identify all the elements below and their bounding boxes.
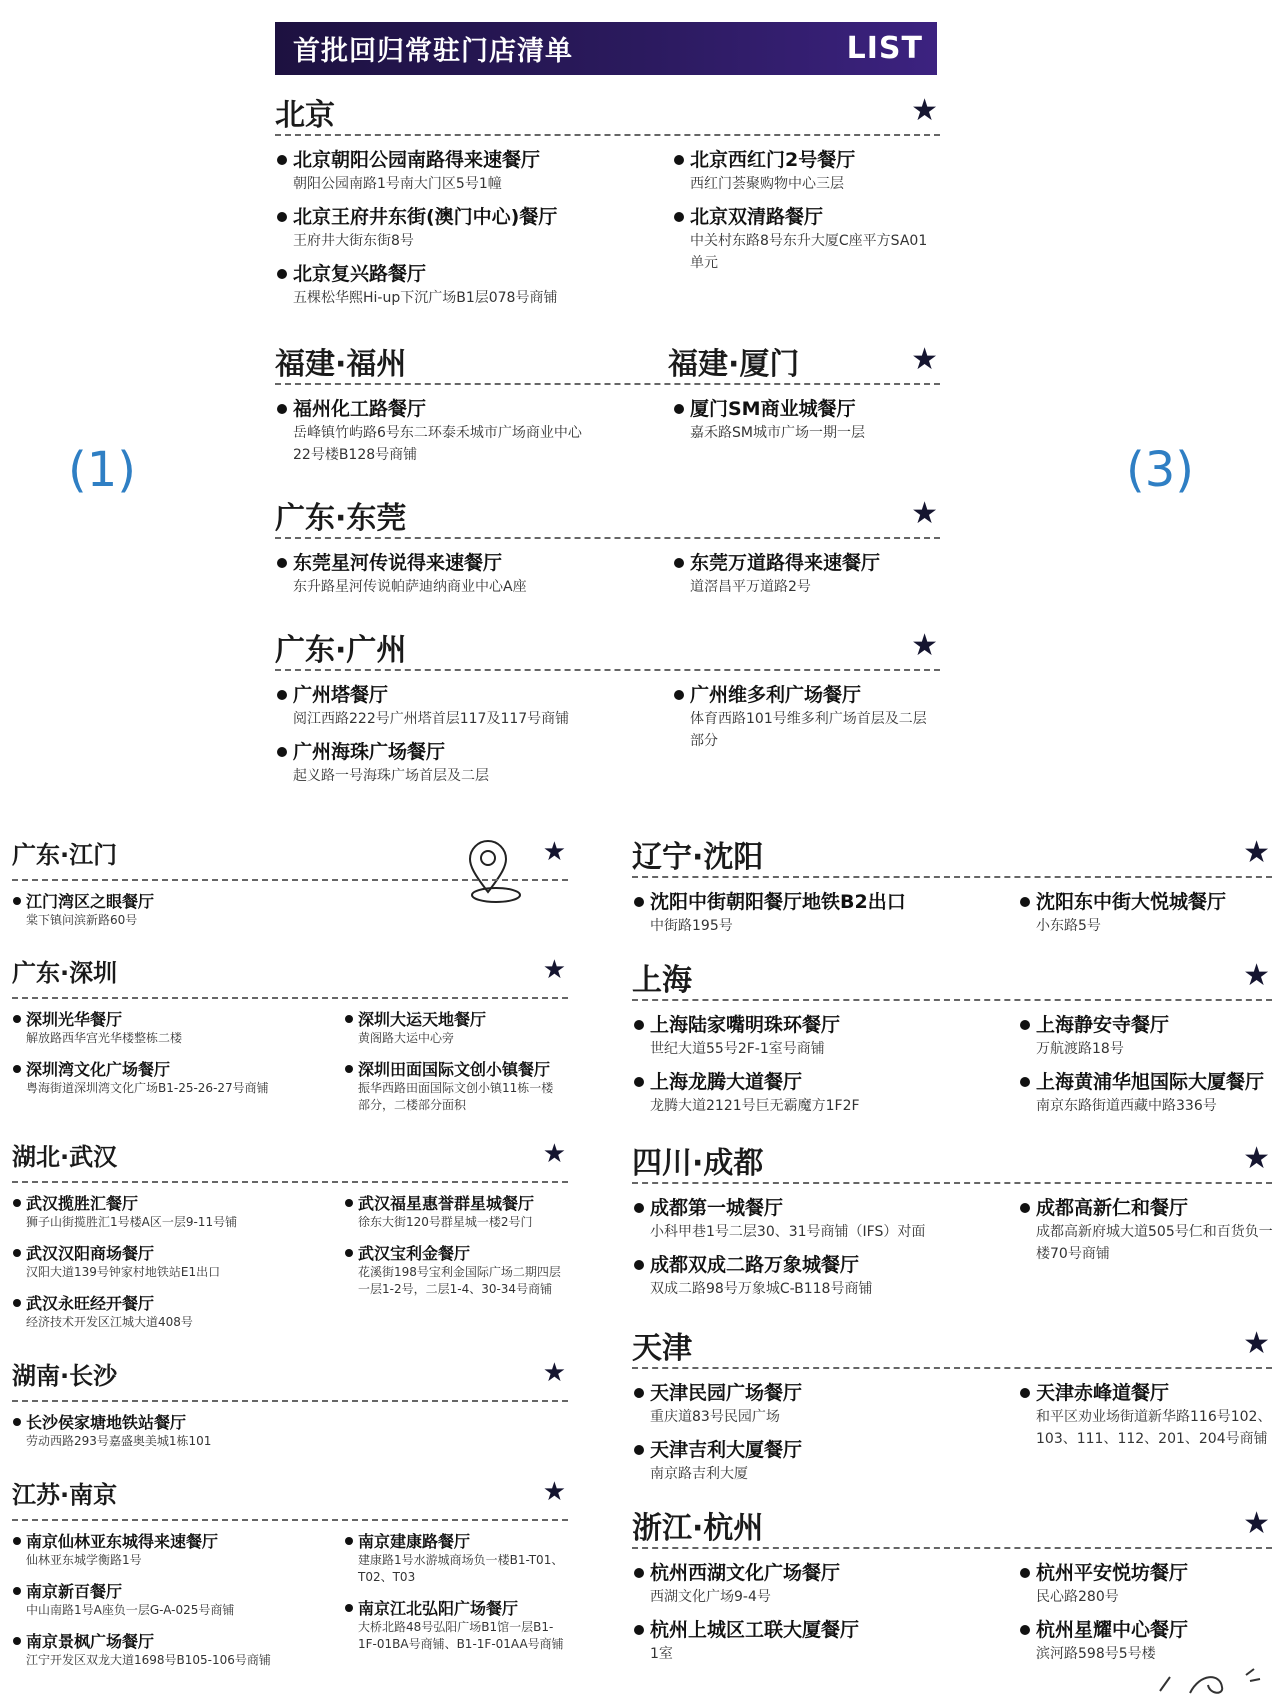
store-column <box>12 891 312 941</box>
store-address: 重庆道83号民园广场 <box>650 1409 780 1425</box>
store-item <box>12 1412 312 1450</box>
store-address: 花溪街198号宝利金国际广场二期四层一层1-2号，二层1-4、30-34号商铺 <box>358 1265 561 1296</box>
region-section <box>632 1503 1272 1662</box>
store-address: 南京路吉利大厦 <box>650 1466 748 1482</box>
store-name: 武汉汉阳商场餐厅 <box>26 1244 155 1263</box>
dashed-divider <box>632 1182 1272 1184</box>
store-address: 和平区劝业场街道新华路116号102、103、111、112、201、204号商铺 <box>1036 1409 1272 1447</box>
store-address: 中山南路1号A座负一层G-A-025号商铺 <box>26 1603 235 1617</box>
store-address: 解放路西华宫光华楼整栋二楼 <box>26 1031 183 1045</box>
store-address: 振华西路田面国际文创小镇11栋一楼部分，二楼部分面积 <box>358 1081 554 1112</box>
store-name: 武汉揽胜汇餐厅 <box>26 1194 139 1213</box>
store-item <box>12 1531 312 1569</box>
store-item <box>632 1381 1002 1428</box>
store-address: 五棵松华熙Hi-up下沉广场B1层078号商铺 <box>293 290 558 306</box>
store-item <box>1018 1618 1273 1665</box>
store-column <box>12 1193 312 1343</box>
list-header-bar <box>275 22 937 75</box>
store-address: 中街路195号 <box>650 918 733 934</box>
region-title: 辽宁·沈阳 <box>632 840 764 875</box>
store-address: 徐东大街120号群星城一楼2号门 <box>358 1215 533 1229</box>
store-item <box>275 683 595 730</box>
store-name: 南京江北弘阳广场餐厅 <box>358 1599 519 1618</box>
star-icon: ★ <box>1243 835 1270 870</box>
dashed-divider <box>632 876 1272 878</box>
store-name: 杭州西湖文化广场餐厅 <box>650 1562 841 1584</box>
store-name: 杭州上城区工联大厦餐厅 <box>650 1619 860 1641</box>
store-name: 江门湾区之眼餐厅 <box>26 892 155 911</box>
store-address: 江宁开发区双龙大道1698号B105-106号商铺 <box>26 1653 271 1667</box>
store-item <box>12 1631 312 1669</box>
region-title: 江苏·南京 <box>12 1481 118 1509</box>
dashed-divider <box>275 383 940 385</box>
store-column <box>275 683 595 797</box>
region-title: 湖北·武汉 <box>12 1143 118 1171</box>
store-address: 西红门荟聚购物中心三层 <box>690 176 844 192</box>
star-icon: ★ <box>1243 1506 1270 1541</box>
region-section <box>12 953 568 1112</box>
region-title: 福建·福州 <box>275 347 407 382</box>
store-address: 经济技术开发区江城大道408号 <box>26 1315 193 1329</box>
store-item <box>12 1581 312 1619</box>
store-item <box>1018 1561 1273 1608</box>
store-item <box>344 1531 564 1586</box>
store-name: 杭州星耀中心餐厅 <box>1036 1619 1189 1641</box>
store-address: 中关村东路8号东升大厦C座平方SA01单元 <box>690 233 928 271</box>
store-item <box>275 551 595 598</box>
star-icon: ★ <box>911 496 938 531</box>
region-section <box>275 339 940 463</box>
store-item <box>632 1618 1002 1665</box>
store-item <box>344 1059 564 1114</box>
star-icon: ★ <box>911 93 938 128</box>
store-address: 万航渡路18号 <box>1036 1041 1124 1057</box>
dashed-divider <box>632 999 1272 1001</box>
store-column <box>672 683 932 762</box>
store-address: 西湖文化广场9-4号 <box>650 1589 771 1605</box>
store-name: 杭州平安悦坊餐厅 <box>1036 1562 1189 1584</box>
store-column <box>632 890 1002 947</box>
store-column <box>1018 1013 1273 1127</box>
store-address: 东升路星河传说帕萨迪纳商业中心A座 <box>293 579 527 595</box>
store-column <box>1018 1381 1273 1460</box>
page-label-left: (1) <box>68 442 136 498</box>
store-name: 沈阳东中街大悦城餐厅 <box>1036 891 1227 913</box>
region-section <box>12 835 568 927</box>
store-item <box>672 397 932 444</box>
store-column <box>672 148 932 284</box>
store-address: 狮子山街揽胜汇1号楼A区一层9-11号铺 <box>26 1215 238 1229</box>
region-section <box>12 1137 568 1329</box>
store-name: 南京新百餐厅 <box>26 1582 123 1601</box>
store-address: 粤海街道深圳湾文化广场B1-25-26-27号商铺 <box>26 1081 269 1095</box>
region-title: 福建·厦门 <box>668 347 800 382</box>
store-item <box>672 148 932 195</box>
store-column <box>1018 890 1273 947</box>
store-address: 成都高新府城大道505号仁和百货负一楼70号商铺 <box>1036 1224 1273 1262</box>
region-title: 广东·深圳 <box>12 959 118 987</box>
store-name: 武汉福星惠誉群星城餐厅 <box>358 1194 535 1213</box>
star-icon: ★ <box>1243 1326 1270 1361</box>
region-title: 广东·广州 <box>275 633 407 668</box>
region-title: 北京 <box>275 98 335 133</box>
star-icon: ★ <box>1243 1141 1270 1176</box>
store-address: 起义路一号海珠广场首层及二层 <box>293 768 489 784</box>
store-item <box>1018 1013 1273 1060</box>
dashed-divider <box>275 134 940 136</box>
store-address: 滨河路598号5号楼 <box>1036 1646 1156 1662</box>
region-title: 广东·江门 <box>12 841 118 869</box>
store-item <box>275 148 595 195</box>
store-name: 成都高新仁和餐厅 <box>1036 1197 1189 1219</box>
store-name: 北京双清路餐厅 <box>690 206 824 228</box>
dashed-divider <box>275 669 940 671</box>
store-column <box>275 551 595 608</box>
store-item <box>672 683 932 752</box>
store-name: 南京景枫广场餐厅 <box>26 1632 155 1651</box>
region-title: 广东·东莞 <box>275 501 407 536</box>
store-name: 上海静安寺餐厅 <box>1036 1014 1170 1036</box>
store-name: 成都第一城餐厅 <box>650 1197 784 1219</box>
store-column <box>344 1009 564 1126</box>
dashed-divider <box>12 1400 568 1402</box>
store-column <box>632 1013 1002 1127</box>
store-name: 北京复兴路餐厅 <box>293 263 427 285</box>
store-column <box>12 1412 312 1462</box>
store-name: 南京建康路餐厅 <box>358 1532 471 1551</box>
store-column <box>12 1009 312 1109</box>
store-name: 成都双成二路万象城餐厅 <box>650 1254 860 1276</box>
star-icon: ★ <box>542 1139 566 1169</box>
store-item <box>632 1013 1002 1060</box>
region-section <box>632 832 1272 934</box>
region-title: 四川·成都 <box>632 1146 764 1181</box>
star-icon: ★ <box>911 628 938 663</box>
store-name: 广州维多利广场餐厅 <box>690 684 862 706</box>
region-title: 湖南·长沙 <box>12 1362 118 1390</box>
store-address: 建康路1号水游城商场负一楼B1-T01、T02、T03 <box>358 1553 564 1584</box>
store-column <box>1018 1561 1273 1675</box>
store-address: 劳动西路293号嘉盛奥美城1栋101 <box>26 1434 212 1448</box>
store-item <box>1018 1381 1273 1450</box>
star-icon: ★ <box>542 955 566 985</box>
store-address: 朝阳公园南路1号南大门区5号1幢 <box>293 176 502 192</box>
dashed-divider <box>12 879 568 881</box>
store-name: 武汉永旺经开餐厅 <box>26 1294 155 1313</box>
store-column <box>344 1193 564 1310</box>
store-name: 北京西红门2号餐厅 <box>690 149 856 171</box>
store-name: 深圳大运天地餐厅 <box>358 1010 487 1029</box>
store-address: 仙林亚东城学衡路1号 <box>26 1553 142 1567</box>
store-address: 双成二路98号万象城C-B118号商铺 <box>650 1281 873 1297</box>
store-item <box>1018 1070 1273 1117</box>
store-address: 1室 <box>650 1646 673 1662</box>
store-item <box>344 1193 564 1231</box>
store-address: 龙腾大道2121号巨无霸魔方1F2F <box>650 1098 860 1114</box>
page-label-right: (3) <box>1126 442 1194 498</box>
store-column <box>275 397 595 476</box>
store-address: 岳峰镇竹屿路6号东二环泰禾城市广场商业中心22号楼B128号商铺 <box>293 425 582 463</box>
store-item <box>632 1561 1002 1608</box>
store-name: 深圳光华餐厅 <box>26 1010 123 1029</box>
store-address: 黄阁路大运中心旁 <box>358 1031 455 1045</box>
store-name: 上海陆家嘴明珠环餐厅 <box>650 1014 841 1036</box>
store-column <box>672 551 932 608</box>
store-address: 嘉禾路SM城市广场一期一层 <box>690 425 865 441</box>
store-item <box>344 1243 564 1298</box>
store-item <box>632 1253 1002 1300</box>
store-address: 民心路280号 <box>1036 1589 1119 1605</box>
store-item <box>275 740 595 787</box>
region-section <box>275 493 940 595</box>
store-item <box>672 551 932 598</box>
store-address: 道滘昌平万道路2号 <box>690 579 811 595</box>
store-item <box>632 1070 1002 1117</box>
region-section <box>12 1356 568 1448</box>
store-item <box>12 1059 312 1097</box>
dashed-divider <box>12 1181 568 1183</box>
store-item <box>1018 890 1273 937</box>
dashed-divider <box>632 1367 1272 1369</box>
store-name: 沈阳中街朝阳餐厅地铁B2出口 <box>650 891 906 913</box>
store-address: 小科甲巷1号二层30、31号商铺（IFS）对面 <box>650 1224 926 1240</box>
store-item <box>12 891 312 929</box>
star-icon: ★ <box>542 837 566 867</box>
store-column <box>632 1561 1002 1675</box>
store-name: 上海黄浦华旭国际大厦餐厅 <box>1036 1071 1265 1093</box>
list-tag: LIST <box>846 31 923 66</box>
store-name: 东莞星河传说得来速餐厅 <box>293 552 503 574</box>
store-name: 广州塔餐厅 <box>293 684 389 706</box>
region-section <box>275 90 940 306</box>
region-section <box>632 1323 1272 1482</box>
dashed-divider <box>12 1519 568 1521</box>
star-icon: ★ <box>542 1358 566 1388</box>
store-address: 大桥北路48号弘阳广场B1馆一层B1-1F-01BA号商铺、B1-1F-01AA号商铺 <box>358 1620 564 1651</box>
store-name: 天津吉利大厦餐厅 <box>650 1439 803 1461</box>
store-address: 南京东路街道西藏中路336号 <box>1036 1098 1217 1114</box>
star-icon: ★ <box>1243 958 1270 993</box>
store-item <box>275 397 595 466</box>
store-item <box>632 1438 1002 1485</box>
store-item <box>672 205 932 274</box>
store-name: 深圳田面国际文创小镇餐厅 <box>358 1060 551 1079</box>
store-name: 上海龙腾大道餐厅 <box>650 1071 803 1093</box>
star-icon: ★ <box>911 342 938 377</box>
store-item <box>344 1009 564 1047</box>
store-column <box>344 1531 564 1665</box>
store-name: 深圳湾文化广场餐厅 <box>26 1060 171 1079</box>
store-column <box>1018 1196 1273 1275</box>
region-section <box>12 1475 568 1667</box>
store-name: 天津民园广场餐厅 <box>650 1382 803 1404</box>
store-address: 汉阳大道139号钟家村地铁站E1出口 <box>26 1265 221 1279</box>
dashed-divider <box>632 1547 1272 1549</box>
store-item <box>275 262 595 309</box>
store-item <box>632 890 1002 937</box>
store-name: 厦门SM商业城餐厅 <box>690 398 856 420</box>
list-title: 首批回归常驻门店清单 <box>293 36 573 67</box>
store-item <box>12 1293 312 1331</box>
store-item <box>12 1009 312 1047</box>
region-section <box>632 1138 1273 1297</box>
dashed-divider <box>275 537 940 539</box>
region-title: 上海 <box>632 963 692 998</box>
store-column <box>275 148 595 319</box>
store-item <box>275 205 595 252</box>
star-icon: ★ <box>542 1477 566 1507</box>
store-address: 小东路5号 <box>1036 918 1101 934</box>
store-column <box>632 1196 1002 1310</box>
region-section <box>275 625 940 784</box>
store-column <box>672 397 932 454</box>
region-section <box>632 955 1272 1114</box>
store-name: 广州海珠广场餐厅 <box>293 741 446 763</box>
dashed-divider <box>12 997 568 999</box>
store-name: 北京朝阳公园南路得来速餐厅 <box>293 149 541 171</box>
store-item <box>1018 1196 1273 1265</box>
store-name: 北京王府井东街(澳门中心)餐厅 <box>293 206 558 228</box>
region-title: 浙江·杭州 <box>632 1511 764 1546</box>
store-name: 南京仙林亚东城得来速餐厅 <box>26 1532 219 1551</box>
region-title: 天津 <box>632 1331 692 1366</box>
store-name: 长沙侯家塘地铁站餐厅 <box>26 1413 187 1432</box>
store-item <box>12 1243 312 1281</box>
store-column <box>12 1531 312 1681</box>
store-address: 阅江西路222号广州塔首层117及117号商铺 <box>293 711 570 727</box>
store-address: 棠下镇问滨新路60号 <box>26 913 138 927</box>
store-item <box>344 1598 564 1653</box>
store-address: 体育西路101号维多利广场首层及二层部分 <box>690 711 927 749</box>
store-address: 世纪大道55号2F-1室号商铺 <box>650 1041 825 1057</box>
store-name: 天津赤峰道餐厅 <box>1036 1382 1170 1404</box>
store-item <box>12 1193 312 1231</box>
store-name: 福州化工路餐厅 <box>293 398 427 420</box>
store-column <box>632 1381 1002 1495</box>
store-name: 东莞万道路得来速餐厅 <box>690 552 881 574</box>
store-name: 武汉宝利金餐厅 <box>358 1244 471 1263</box>
store-address: 王府井大街东街8号 <box>293 233 414 249</box>
store-item <box>632 1196 1002 1243</box>
